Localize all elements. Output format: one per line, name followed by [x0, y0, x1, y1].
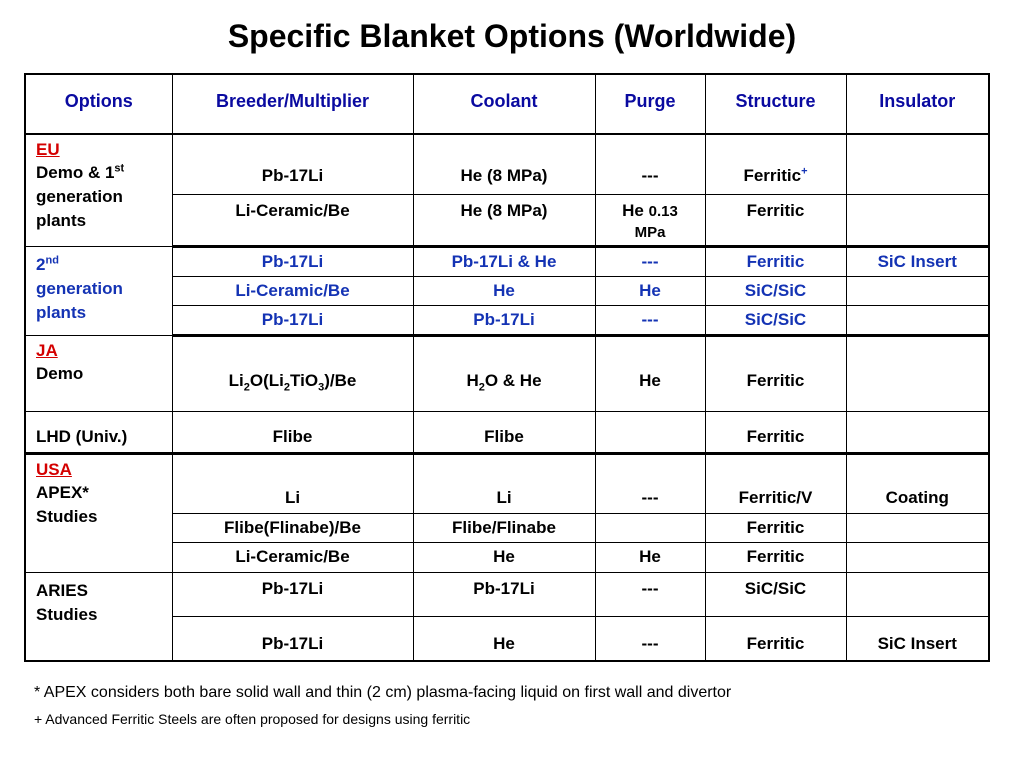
table-cell: Pb-17Li & He: [413, 246, 595, 276]
footnote-apex: * APEX considers both bare solid wall and thin (2 cm) plasma-facing liquid on first wall and divertor: [34, 684, 732, 701]
table-row: [25, 335, 989, 411]
region-usa: USA: [36, 459, 72, 479]
table-cell: Ferritic: [705, 246, 846, 276]
table-cell: Li-Ceramic/Be: [172, 276, 413, 305]
table-cell: Pb-17Li: [172, 616, 413, 661]
table-cell: Li-Ceramic/Be: [172, 194, 413, 246]
header-purge: Purge: [595, 74, 705, 134]
header-coolant: Coolant: [413, 74, 595, 134]
eu-2nd-gen-label: 2nd generation plants: [25, 246, 172, 335]
header-breeder: Breeder/Multiplier: [172, 74, 413, 134]
table-cell: [846, 194, 989, 246]
table-cell: ---: [595, 246, 705, 276]
table-cell: SiC/SiC: [705, 305, 846, 335]
usa-aries-label: ARIES Studies: [25, 572, 172, 661]
table-cell: Li: [413, 453, 595, 513]
table-cell: Ferritic: [705, 542, 846, 572]
table-cell: Pb-17Li: [172, 305, 413, 335]
table-row: [25, 453, 989, 513]
table-cell: Li: [172, 453, 413, 513]
table-cell: ---: [595, 305, 705, 335]
table-cell: Li-Ceramic/Be: [172, 542, 413, 572]
table-cell: Flibe(Flinabe)/Be: [172, 513, 413, 542]
blanket-options-table-wrapper: [24, 73, 990, 662]
table-cell: Coating: [846, 453, 989, 513]
footnote-ferritic: + Advanced Ferritic Steels are often proposed for designs using ferritic: [34, 711, 471, 727]
table-cell: He: [595, 542, 705, 572]
table-cell: Pb-17Li: [172, 572, 413, 616]
table-cell: ---: [595, 572, 705, 616]
table-cell: SiC Insert: [846, 616, 989, 661]
table-cell: SiC/SiC: [705, 276, 846, 305]
table-cell: He: [413, 616, 595, 661]
table-cell: [846, 134, 989, 194]
table-cell: [595, 513, 705, 542]
table-row: [25, 411, 989, 453]
table-cell: Ferritic: [705, 616, 846, 661]
table-cell: [846, 276, 989, 305]
table-cell: [846, 335, 989, 411]
footnote-plus-mark: +: [801, 165, 808, 178]
table-cell: Ferritic/V: [705, 453, 846, 513]
table-cell: He: [413, 276, 595, 305]
table-cell: Pb-17Li: [413, 305, 595, 335]
header-structure: Structure: [705, 74, 846, 134]
table-cell: He: [413, 542, 595, 572]
eu-group1-label: Demo & 1st generation plants: [36, 162, 125, 230]
table-cell: [595, 411, 705, 453]
usa-apex-label: USA APEX* Studies: [25, 453, 172, 572]
table-cell: Pb-17Li: [172, 246, 413, 276]
table-row: [25, 246, 989, 276]
region-eu: EU: [36, 140, 60, 159]
table-cell: [846, 572, 989, 616]
table-cell: $H_2O$ & He: [413, 335, 595, 411]
table-cell: He (8 MPa): [413, 134, 595, 194]
header-insulator: Insulator: [846, 74, 989, 134]
table-cell: SiC/SiC: [705, 572, 846, 616]
header-options: Options: [25, 74, 172, 134]
table-cell: ---: [595, 453, 705, 513]
blanket-options-table: [24, 73, 990, 662]
table-cell: Ferritic: [705, 194, 846, 246]
table-row: [25, 134, 989, 194]
table-cell: [846, 305, 989, 335]
eu-demo-label: [25, 134, 172, 246]
table-cell: [846, 542, 989, 572]
table-cell: Ferritic+: [705, 134, 846, 194]
table-cell: ---: [595, 616, 705, 661]
region-ja: JA: [36, 340, 58, 360]
table-row: [25, 572, 989, 616]
ja-demo-label: JA Demo: [25, 335, 172, 411]
page-title: Specific Blanket Options (Worldwide): [227, 18, 797, 54]
table-cell: Flibe/Flinabe: [413, 513, 595, 542]
table-cell: [846, 411, 989, 453]
table-cell: Pb-17Li: [413, 572, 595, 616]
table-cell: He: [595, 276, 705, 305]
table-cell: ---: [595, 134, 705, 194]
ja-lhd-label: LHD (Univ.): [25, 411, 172, 453]
table-header-row: [25, 74, 989, 134]
table-cell: He 0.13 MPa: [595, 194, 705, 246]
footnotes: [34, 682, 731, 730]
table-cell: Flibe: [413, 411, 595, 453]
table-cell: Ferritic: [705, 335, 846, 411]
table-cell: Flibe: [172, 411, 413, 453]
table-cell: He (8 MPa): [413, 194, 595, 246]
table-cell: $Li_2O(Li_2TiO_3)/Be$: [172, 335, 413, 411]
table-cell: Ferritic: [705, 411, 846, 453]
table-cell: Ferritic: [705, 513, 846, 542]
table-cell: He: [595, 335, 705, 411]
table-cell: Pb-17Li: [172, 134, 413, 194]
table-cell: SiC Insert: [846, 246, 989, 276]
table-cell: [846, 513, 989, 542]
